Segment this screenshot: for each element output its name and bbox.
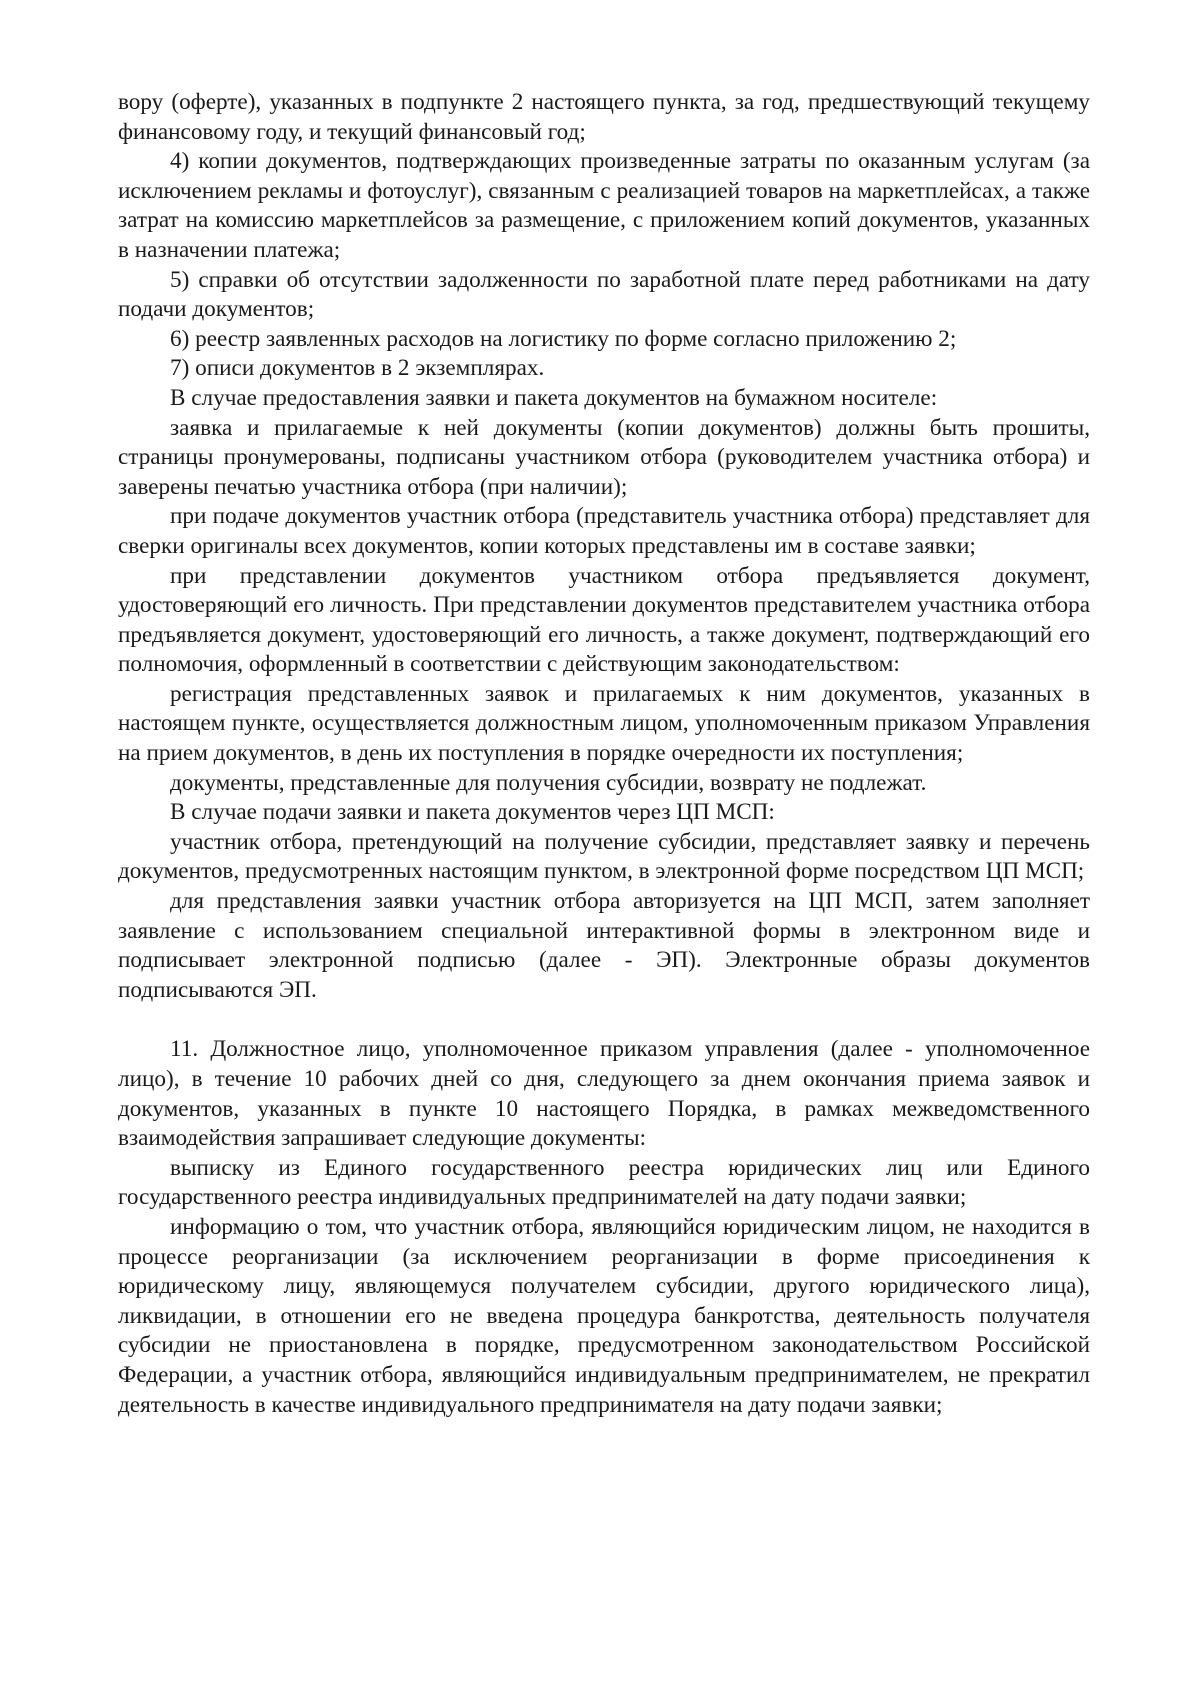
paragraph-paper-submission: В случае предоставления заявки и пакета документов на бумажном носителе: [170, 384, 938, 411]
paragraph-item-4: 4) копии документов, подтверждающих произведенные затраты по оказанным услугам (за исключением рекламы и фотоуслуг), связанным с реализацией товаров на маркетплейсах, а также затрат на комиссию маркетплейсов за размещение, с приложением копий документов, указанных в назначении платежа; [118, 148, 1090, 263]
paragraph-authorization: для представления заявки участник отбора авторизуется на ЦП МСП, затем заполняет заявление с использованием специальной интерактивной формы в электронном виде и подписывает электронной подписью (далее - ЭП). Электронные образы документов подписываются ЭП. [118, 888, 1090, 1003]
paragraph-section-11: 11. Должностное лицо, уполномоченное приказом управления (далее - уполномоченное лицо), в течение 10 рабочих дней со дня, следующего за днем окончания приема заявок и документов, указанных в пункте 10 настоящего Порядка, в рамках межведомственного взаимодействия запрашивает следующие документы: [118, 1036, 1090, 1152]
paragraph-applicant-submits: участник отбора, претендующий на получение субсидии, представляет заявку и перечень документов, предусмотренных настоящим пунктом, в электронной форме посредством ЦП МСП; [118, 828, 1090, 885]
paragraph-no-return: документы, представленные для получения субсидии, возврату не подлежат. [170, 769, 927, 796]
paragraph-item-7: 7) описи документов в 2 экземплярах. [170, 355, 545, 382]
paragraph-originals: при подаче документов участник отбора (представитель участника отбора) представляет для сверки оригиналы всех документов, копии которых представлены им в составе заявки; [118, 503, 1090, 559]
paragraph-registration: регистрация представленных заявок и прилагаемых к ним документов, указанных в настоящем пункте, осуществляется должностным лицом, уполномоченным приказом Управления на прием документов, в день их поступления в порядке очередности их поступления; [118, 680, 1090, 767]
paragraph-electronic-submission: В случае подачи заявки и пакета документов через ЦП МСП: [170, 799, 775, 826]
paragraph-registry-extract: выписку из Единого государственного реестра юридических лиц или Единого государственного реестра индивидуальных предпринимателей на дату подачи заявки; [118, 1154, 1090, 1211]
paragraph-identity: при представлении документов участником отбора предъявляется документ, удостоверяющий его личность. При представлении документов представителем участника отбора предъявляется документ, удостоверяющий его личность, а также документ, подтверждающий его полномочия, оформленный в соответствии с действующим законодательством: [118, 562, 1090, 678]
paragraph-binding-requirements: заявка и прилагаемые к ней документы (копии документов) должны быть прошиты, страницы пронумерованы, подписаны участником отбора (руководителем участника отбора) и заверены печатью участника отбора (при наличии); [118, 414, 1090, 500]
paragraph-reorganization-info: информацию о том, что участник отбора, являющийся юридическим лицом, не находится в процессе реорганизации (за исключением реорганизации в форме присоединения к юридическому лицу, являющемуся получателем субсидии, другого юридического лица), ликвидации, в отношении его не введена процедура банкротства, деятельность получателя субсидии не приостановлена в порядке, предусмотренном законодательством Российской Федерации, а участник отбора, являющийся индивидуальным предпринимателем, не прекратил деятельность в качестве индивидуального предпринимателя на дату подачи заявки; [118, 1213, 1090, 1418]
paragraph-item-5: 5) справки об отсутствии задолженности по заработной плате перед работниками на дату подачи документов; [118, 266, 1090, 323]
paragraph-item-6: 6) реестр заявленных расходов на логистику по форме согласно приложению 2; [170, 325, 957, 352]
paragraph-continuation: вору (оферте), указанных в подпункте 2 настоящего пункта, за год, предшествующий текущему финансовому году, и текущий финансовый год; [118, 89, 1090, 145]
document-body [118, 88, 1090, 1420]
section-gap [118, 1005, 1090, 1035]
